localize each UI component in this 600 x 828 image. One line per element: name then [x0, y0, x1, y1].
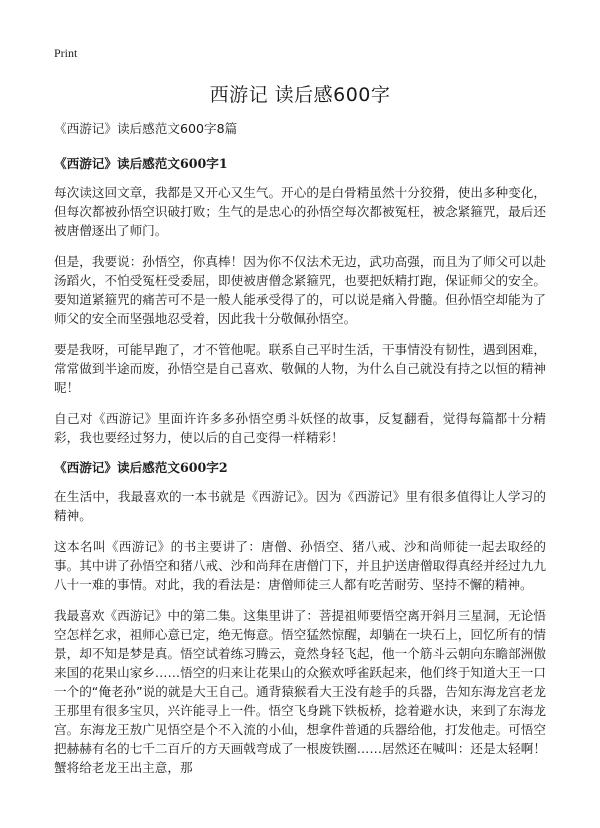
section-heading-2: 《西游记》读后感范文600字2: [54, 460, 228, 475]
paragraph: 要是我呀，可能早跑了，才不管他呢。联系自己平时生活，干事情没有韧性，遇到困难，常常做到半途而废，孙悟空是自己喜欢、敬佩的人物，为什么自己就没有持之以恒的精神呢！: [54, 342, 546, 395]
paragraph: 在生活中，我最喜欢的一本书就是《西游记》。因为《西游记》里有很多值得让人学习的精神。: [54, 489, 546, 523]
article-body: [54, 120, 546, 789]
page-title: 西游记 读后感600字: [209, 84, 391, 106]
section-heading-1: 《西游记》读后感范文600字1: [54, 156, 228, 171]
print-link[interactable]: Print: [54, 46, 78, 60]
article-subtitle: 《西游记》读后感范文600字8篇: [54, 121, 238, 136]
paragraph: 但是，我要说：孙悟空，你真棒！因为你不仅法术无边，武功高强，而且为了师父可以赴汤蹈火，不怕受冤枉受委屈，即使被唐僧念紧箍咒，也要把妖精打跑，保证师父的安全。要知道紧箍咒的痛苦可不是一般人能承受得了的，可以说是痛入骨髓。但孙悟空却能为了师父的安全而坚强地忍受着，因此我十分敬佩孙悟空。: [54, 254, 546, 326]
paragraph: 自己对《西游记》里面许许多多孙悟空勇斗妖怪的故事，反复翻看，觉得每篇都十分精彩，我也要经过努力，使以后的自己变得一样精彩！: [54, 411, 546, 445]
paragraph: 我最喜欢《西游记》中的第二集。这集里讲了：菩提祖师要悟空离开斜月三星洞，无论悟空怎样乞求，祖师心意已定，绝无悔意。悟空猛然惊醒，却躺在一块石上，回忆所有的情景，却不知是梦是真。悟空试着练习腾云，竟然身轻飞起，他一个筋斗云朝向东瞻部洲傲来国的花果山家乡……悟空的归来让花果山的众猴欢呼雀跃起来，他们终于知道大王一口一个的“俺老孙”说的就是大王自己。通背猿猴看大王没有趁手的兵器，告知东海龙宫老龙王那里有很多宝贝，兴许能寻上一件。悟空飞身跳下铁板桥，捻着避水诀，来到了东海龙宫。东海龙王敖广见悟空是个不入流的小仙，想拿件普通的兵器给他，打发他走。可悟空把赫赫有名的七千二百斤的方天画戟弯成了一根废铁圈……居然还在喊叫：还是太轻啊！蟹将给老龙王出主意，那: [54, 608, 546, 775]
paragraph: 每次读这回文章，我都是又开心又生气。开心的是白骨精虽然十分狡猾，使出多种变化，但每次都被孙悟空识破打败；生气的是忠心的孙悟空每次都被冤枉，被念紧箍咒，最后还被唐僧逐出了师门。: [54, 185, 546, 238]
paragraph: 这本名叫《西游记》的书主要讲了：唐僧、孙悟空、猪八戒、沙和尚师徒一起去取经的事。其中讲了孙悟空和猪八戒、沙和尚拜在唐僧门下，并且护送唐僧取得真经并经过九九八十一难的事情。对此，我的看法是：唐僧师徒三人都有吃苦耐劳、坚持不懈的精神。: [54, 539, 546, 592]
